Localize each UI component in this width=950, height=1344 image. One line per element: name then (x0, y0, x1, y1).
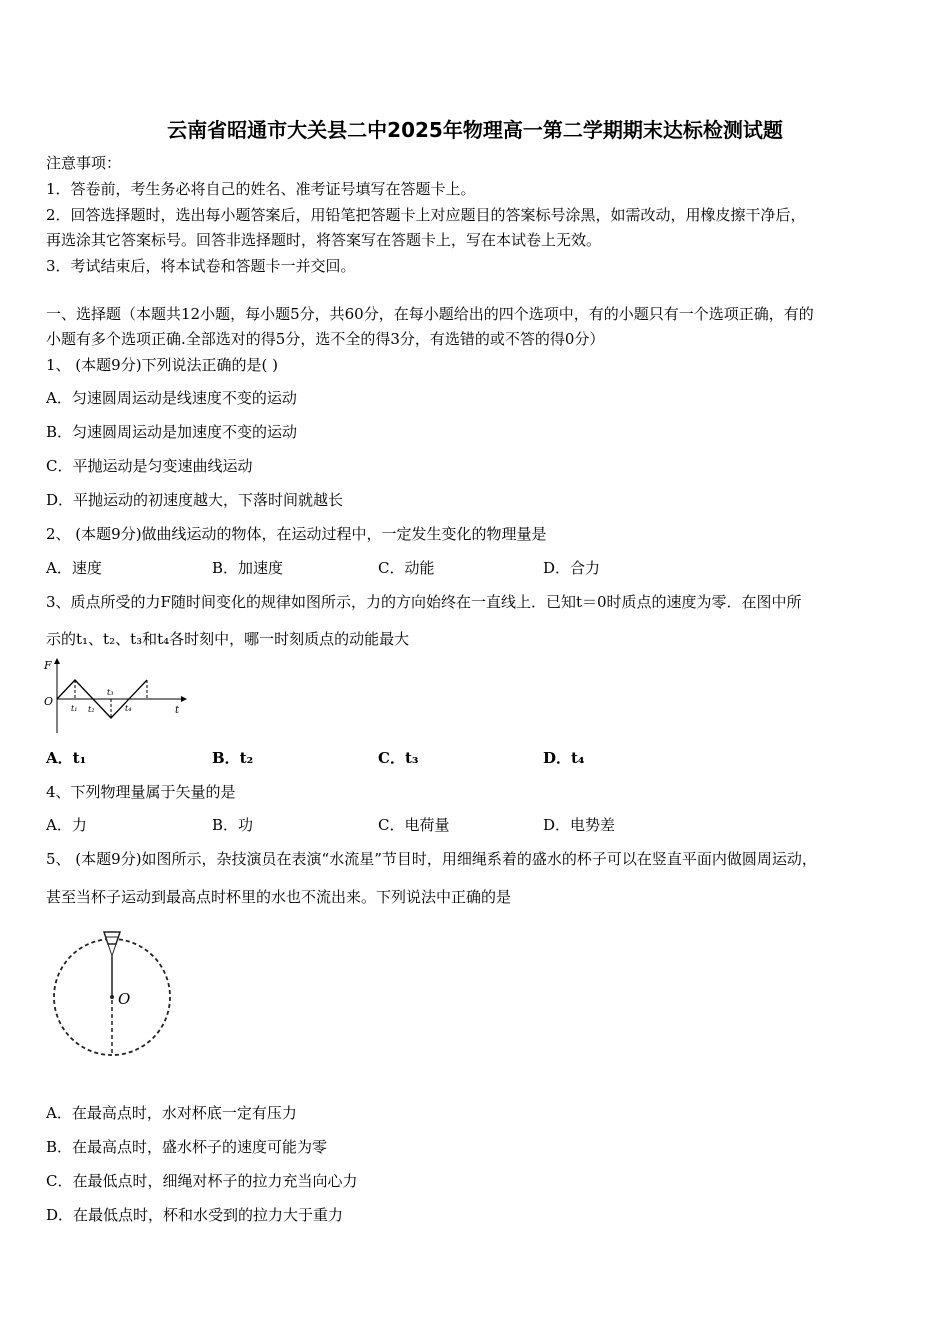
origin-label: O (44, 695, 54, 708)
q2-option-a: A．速度 (46, 559, 102, 577)
force-time-graph (40, 655, 200, 737)
question-3-stem: 示的t₁、t₂、t₃和t₄各时刻中，哪一时刻质点的动能最大 (46, 630, 410, 648)
q5-option-d: D．在最低点时，杯和水受到的拉力大于重力 (46, 1206, 344, 1224)
tick-t3: t₃ (107, 688, 114, 697)
f-label: F (44, 659, 52, 672)
section-heading: 小题有多个选项正确.全部选对的得5分，选不全的得3分，有选错的或不答的得0分） (46, 330, 605, 348)
q2-option-c: C．动能 (378, 559, 435, 577)
q1-option-d: D．平抛运动的初速度越大，下落时间就越长 (46, 491, 344, 509)
t-label: t (175, 705, 180, 716)
question-2-stem: 2、 (本题9分)做曲线运动的物体，在运动过程中，一定发生变化的物理量是 (46, 525, 547, 543)
q1-option-c: C．平抛运动是匀变速曲线运动 (46, 457, 253, 475)
tick-t2: t₂ (88, 705, 95, 714)
q3-option-a: A．t₁ (46, 749, 87, 767)
q4-option-c: C．电荷量 (378, 816, 450, 834)
page-title: 云南省昭通市大关县二中2025年物理高一第二学期期末达标检测试题 (167, 118, 783, 142)
rope (108, 944, 112, 956)
question-5-stem: 5、 (本题9分)如图所示，杂技演员在表演“水流星”节目时，用细绳系着的盛水的杯子可以在竖直平面内做圆周运动， (46, 850, 817, 868)
notice-line: 2．回答选择题时，选出每小题答案后，用铅笔把答题卡上对应题目的答案标号涂黑，如需改动，用橡皮擦干净后， (46, 206, 806, 224)
q1-option-b: B．匀速圆周运动是加速度不变的运动 (46, 423, 298, 441)
cup-icon (104, 932, 120, 944)
notice-line: 3．考试结束后，将本试卷和答题卡一并交回。 (46, 257, 356, 275)
question-4-stem: 4、下列物理量属于矢量的是 (46, 783, 236, 801)
question-5-stem: 甚至当杯子运动到最高点时杯里的水也不流出来。下列说法中正确的是 (46, 888, 512, 906)
q4-option-d: D．电势差 (543, 816, 616, 834)
notice-line: 1．答卷前，考生务必将自己的姓名、准考证号填写在答题卡上。 (46, 180, 476, 198)
notice-heading: 注意事项： (46, 154, 122, 172)
notice-line: 再选涂其它答案标号。回答非选择题时，将答案写在答题卡上，写在本试卷上无效。 (46, 231, 602, 249)
q5-option-c: C．在最低点时，细绳对杯子的拉力充当向心力 (46, 1172, 358, 1190)
section-heading: 一、选择题（本题共12小题，每小题5分，共60分，在每小题给出的四个选项中，有的小题只有一个选项正确，有的 (46, 305, 814, 323)
q4-option-a: A．力 (46, 816, 87, 834)
q2-option-d: D．合力 (543, 559, 601, 577)
q2-option-b: B．加速度 (212, 559, 284, 577)
tick-t1: t₁ (71, 704, 78, 713)
question-1-stem: 1、 (本题9分)下列说法正确的是( ) (46, 356, 279, 374)
question-3-stem: 3、质点所受的力F随时间变化的规律如图所示，力的方向始终在一直线上．已知t＝0时质点的速度为零．在图中所 (46, 593, 802, 611)
q3-option-d: D．t₄ (543, 749, 585, 767)
q3-option-c: C．t₃ (378, 749, 419, 767)
tick-t4: t₄ (125, 704, 132, 713)
q5-option-b: B．在最高点时，盛水杯子的速度可能为零 (46, 1138, 328, 1156)
center-point (110, 995, 114, 999)
center-label: O (118, 990, 131, 1008)
rope (112, 944, 116, 956)
q4-option-b: B．功 (212, 816, 254, 834)
water-meteor-figure (48, 922, 178, 1062)
q3-option-b: B．t₂ (212, 749, 254, 767)
q1-option-a: A．匀速圆周运动是线速度不变的运动 (46, 389, 297, 407)
q5-option-a: A．在最高点时，水对杯底一定有压力 (46, 1104, 297, 1122)
